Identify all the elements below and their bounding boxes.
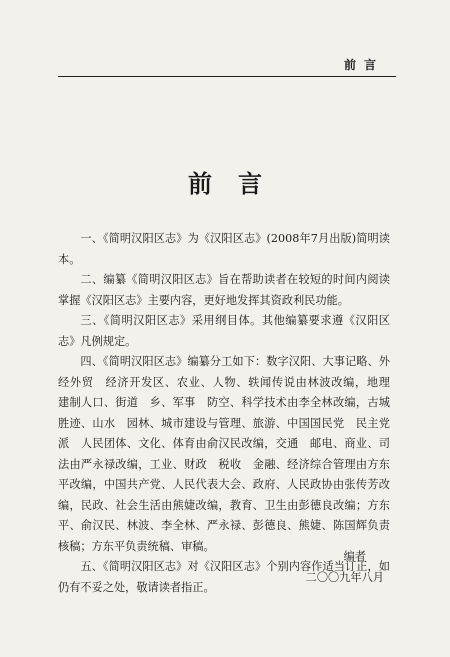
running-header-title: 前言 [343, 58, 384, 72]
preface-body [58, 229, 402, 598]
header-divider [58, 76, 396, 77]
signature-block [306, 547, 384, 588]
paragraph-1: 一、《简明汉阳区志》为《汉阳区志》(2008年7月出版)简明读本。 [58, 232, 390, 266]
page-title: 前言 [188, 169, 288, 198]
paragraph-4: 四、《简明汉阳区志》编纂分工如下：数字汉阳、大事记略、外经外贸 经济开发区、农业、人物、轶闻传说由林波改编，地理 建制人口、街道 乡、军事 防空、科学技术由李全林改编，古城 胜迹、山水 园林、城市建设与管理、旅游、中国国民党 民主党派 人民团体、文化、体育由俞汉民改编，交通 邮电、商业、司法由严永禄改编，工业、财政 税收 金融、经济综合管理由方东平改编，中国共产党、人民代表大会、政府、人民政协由张传芳改编，民政、社会生活由熊婕改编，教育、卫生由彭德良改编；方东平、俞汉民、林波、李全林、严永禄、彭德良、熊婕、陈国辉负责核稿；方东平负责统稿、审稿。 [58, 355, 402, 553]
paragraph-3: 三、《简明汉阳区志》采用纲目体。其他编纂要求遵《汉阳区志》凡例规定。 [58, 314, 390, 348]
signature-author: 编者 [343, 550, 366, 563]
paragraph-2: 二、编纂《简明汉阳区志》旨在帮助读者在较短的时间内阅读掌握《汉阳区志》主要内容，更好地发挥其资政利民功能。 [58, 273, 390, 307]
signature-date: 二〇〇九年八月 [305, 570, 384, 584]
paragraph-5: 五、《简明汉阳区志》对《汉阳区志》个别内容作适当订正，如仍有不妥之处，敬请读者指正。 [58, 560, 390, 594]
